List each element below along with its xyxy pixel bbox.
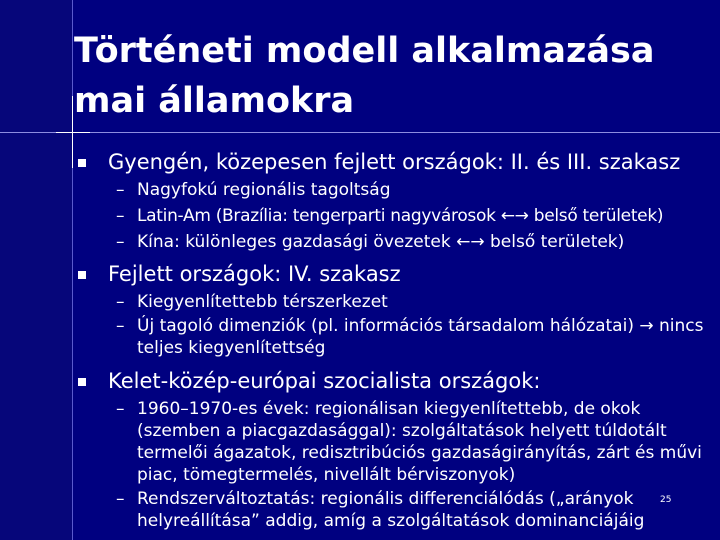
bullet-item-text: Gyengén, közepesen fejlett országok: II. és III. szakasz	[108, 150, 681, 174]
bullet-item-text: Kelet-közép-európai szocialista országok:	[108, 369, 541, 393]
dash-bullet-icon: –	[116, 206, 125, 226]
dash-bullet-icon: –	[116, 292, 125, 312]
sub-bullet-text: Új tagoló dimenziók (pl. információs társadalom hálózatai) → nincs teljes kiegyenlítettség	[137, 316, 704, 358]
dash-bullet-icon: –	[116, 180, 125, 200]
dash-bullet-icon: –	[116, 316, 125, 336]
page-number: 25	[660, 495, 672, 505]
square-bullet-icon	[78, 271, 86, 279]
bullet-item-text: Fejlett országok: IV. szakasz	[108, 262, 401, 286]
sub-bullet-text: Nagyfokú regionális tagoltság	[137, 180, 391, 200]
square-bullet-icon	[78, 378, 86, 386]
crosshair-horizontal	[56, 132, 90, 133]
sub-bullet-text: Latin-Am (Brazília: tengerparti nagyvárosok ←→ belső területek)	[137, 206, 664, 226]
vertical-rule	[72, 0, 73, 540]
dash-bullet-icon: –	[116, 399, 125, 419]
horizontal-rule	[0, 132, 720, 133]
sub-bullet-text: Kína: különleges gazdasági övezetek ←→ belső területek)	[137, 232, 625, 252]
square-bullet-icon	[78, 159, 86, 167]
dash-bullet-icon: –	[116, 489, 125, 509]
dash-bullet-icon: –	[116, 232, 125, 252]
sub-bullet-text: Kiegyenlítettebb térszerkezet	[137, 292, 388, 312]
sub-bullet-text: 1960–1970-es évek: regionálisan kiegyenlítettebb, de okok (szemben a piacgazdasággal): szolgáltatások helyett túldotált termelői ágazatok, redisztribúciós gazdaságirányítás, zárt és művi piac, tömegtermelés, nivellált bérviszonyok)	[137, 399, 702, 485]
sub-bullet-text: Rendszerváltoztatás: regionális differenciálódás („arányok helyreállítása” addig, amíg a szolgáltatások dominanciájáig	[137, 489, 645, 531]
left-panel-decoration	[0, 0, 72, 540]
slide-title: Történeti modell alkalmazása mai államokra	[74, 31, 655, 121]
